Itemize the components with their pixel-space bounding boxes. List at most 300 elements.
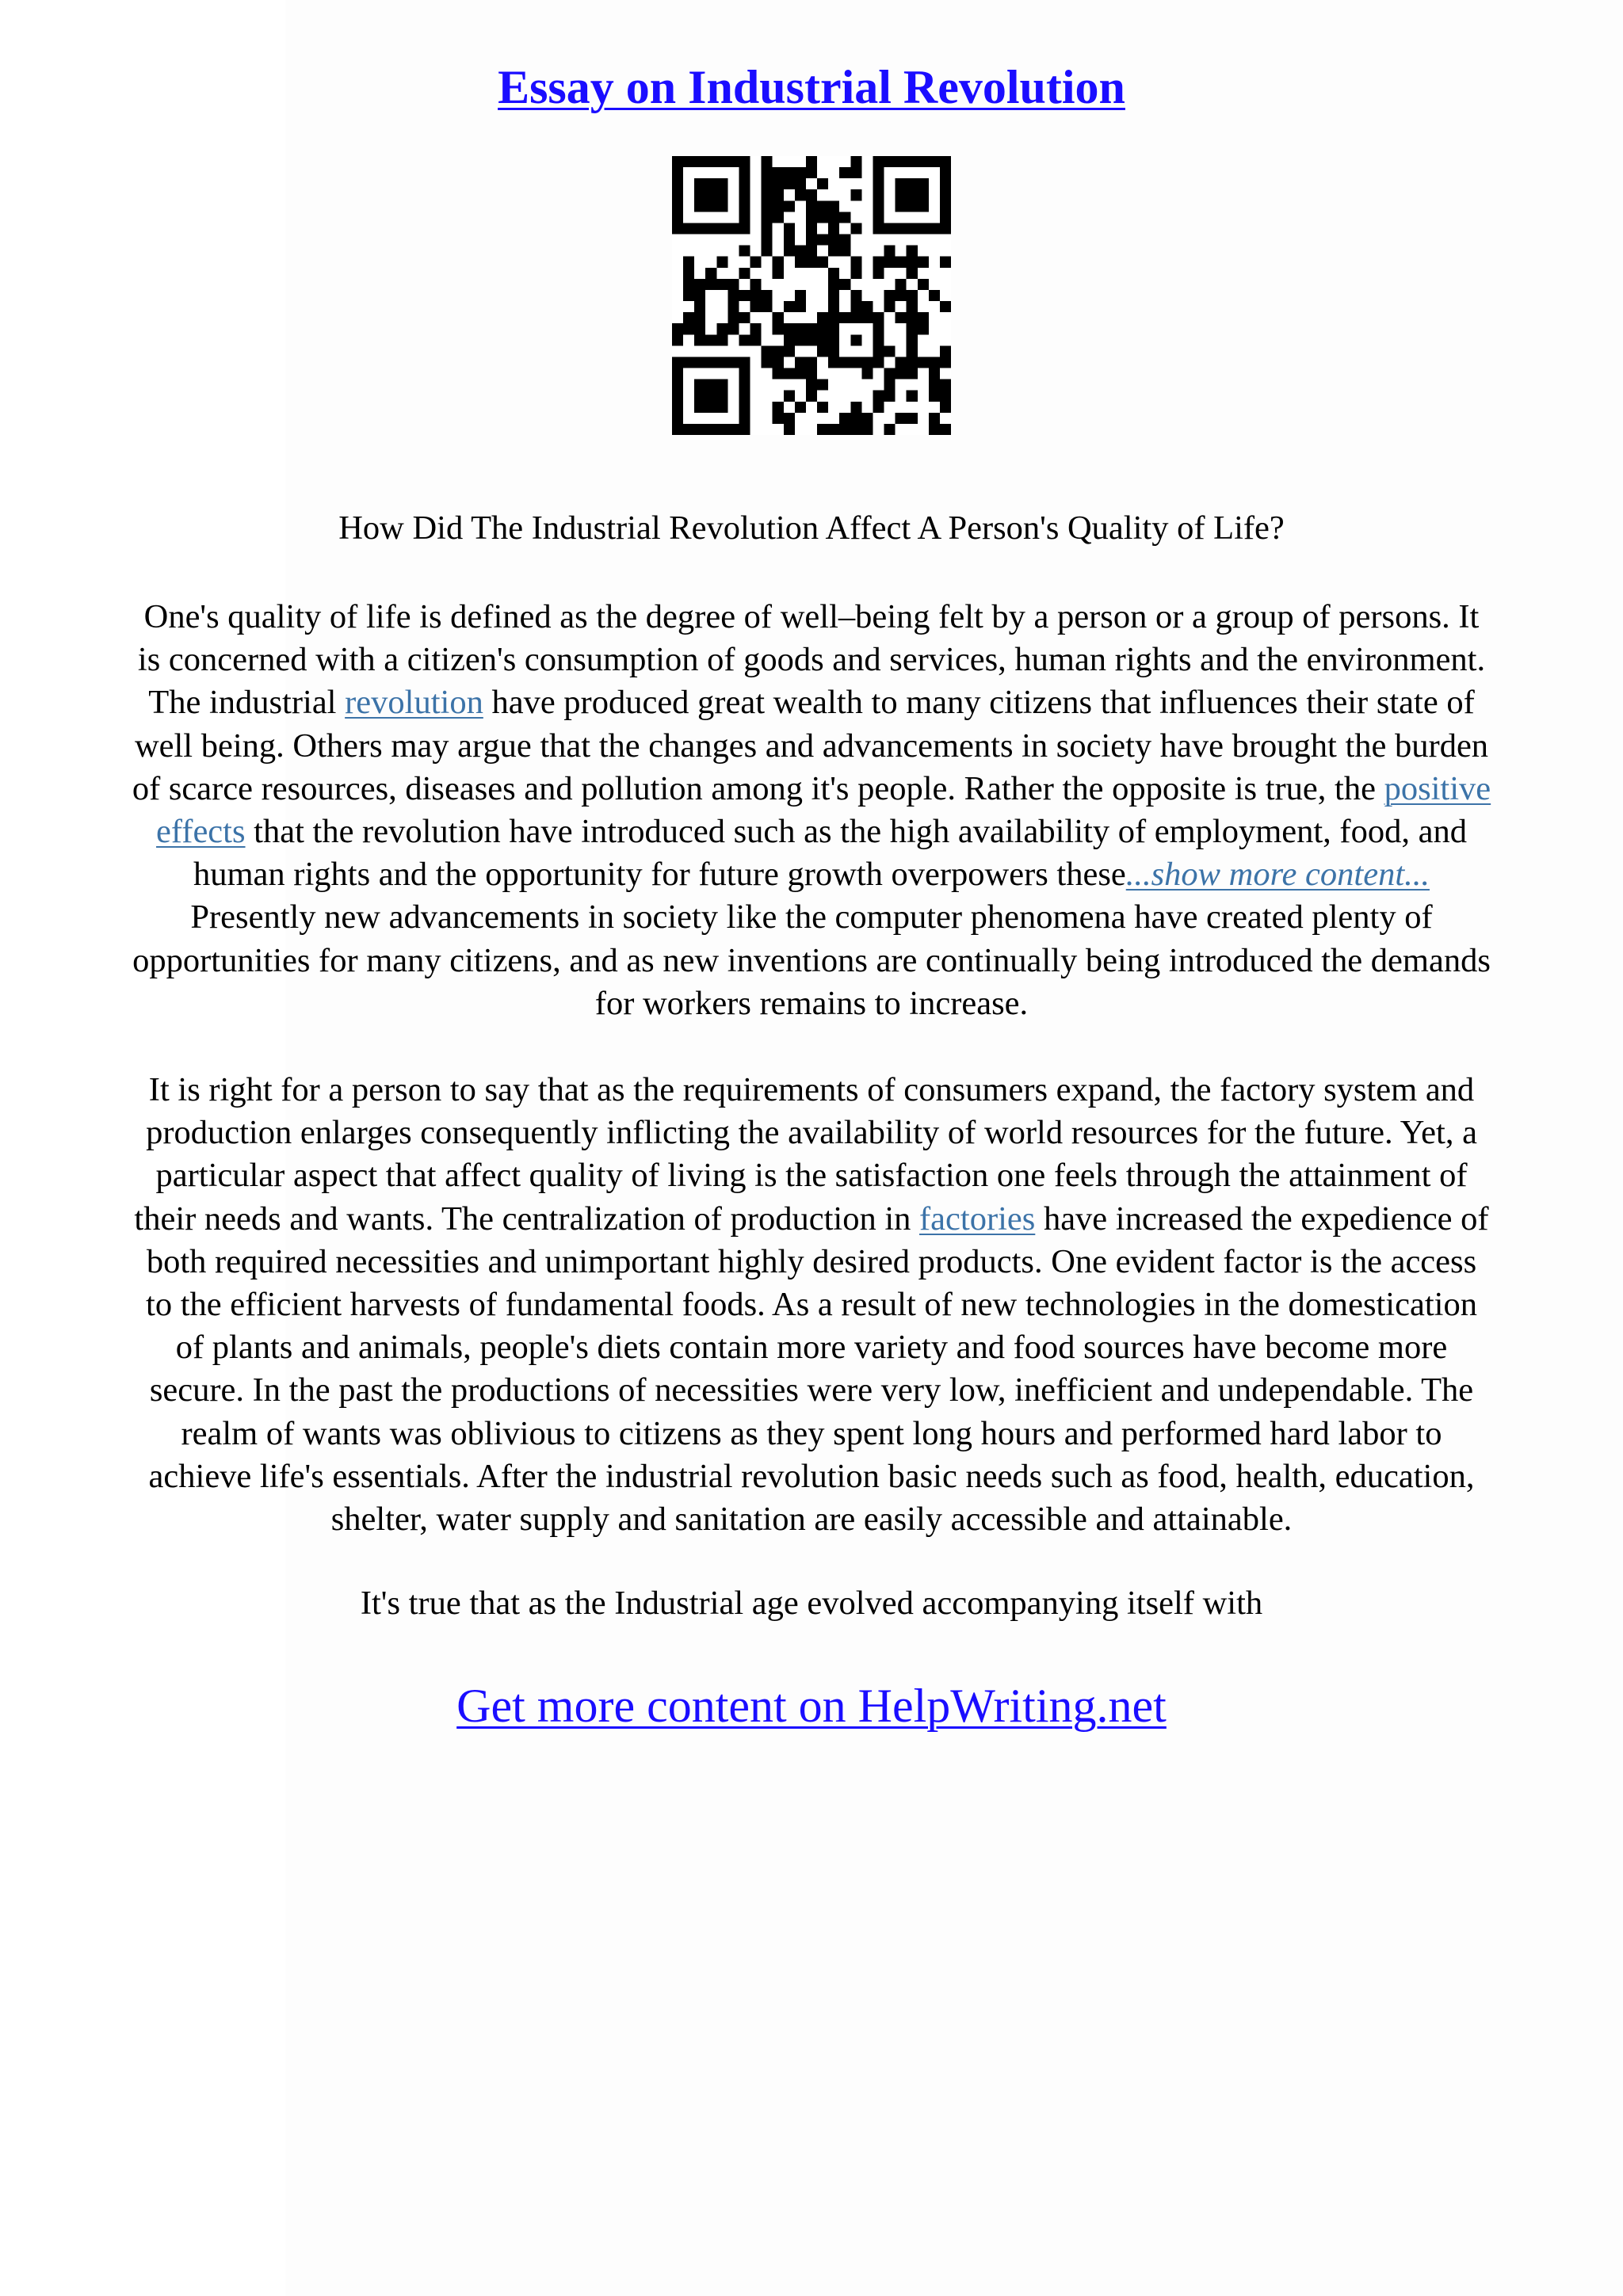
- qr-module: [828, 223, 839, 234]
- qr-module: [762, 200, 773, 212]
- qr-module: [773, 323, 784, 334]
- qr-module: [873, 178, 884, 189]
- qr-module: [940, 301, 951, 312]
- qr-module: [940, 178, 951, 189]
- qr-module: [884, 290, 896, 301]
- qr-module: [795, 357, 806, 368]
- qr-module: [694, 223, 705, 234]
- qr-module: [828, 301, 839, 312]
- qr-module: [694, 279, 705, 290]
- get-more-content-cta: [0, 1674, 1623, 1737]
- qr-module: [705, 379, 716, 391]
- qr-module: [727, 357, 739, 368]
- qr-module: [694, 357, 705, 368]
- qr-module: [716, 424, 727, 435]
- qr-module: [672, 424, 683, 435]
- qr-module: [839, 279, 850, 290]
- qr-module: [762, 223, 773, 234]
- qr-module: [940, 257, 951, 268]
- qr-module: [762, 212, 773, 223]
- qr-module: [929, 357, 940, 368]
- qr-module: [850, 301, 861, 312]
- qr-module: [795, 301, 806, 312]
- qr-module: [873, 312, 884, 323]
- qr-module: [683, 223, 694, 234]
- qr-module: [850, 290, 861, 301]
- qr-module: [773, 212, 784, 223]
- qr-module: [884, 223, 896, 234]
- qr-module: [873, 200, 884, 212]
- qr-module: [850, 413, 861, 424]
- qr-module: [705, 334, 716, 345]
- qr-module: [739, 212, 750, 223]
- qr-module: [773, 402, 784, 413]
- qr-module: [828, 246, 839, 257]
- qr-module: [750, 334, 762, 345]
- essay-question-heading: How Did The Industrial Revolution Affect A Person's Quality of Life?: [338, 509, 1285, 547]
- qr-module: [773, 357, 784, 368]
- qr-module: [739, 268, 750, 279]
- qr-module: [716, 279, 727, 290]
- qr-module: [896, 279, 907, 290]
- qr-module: [795, 167, 806, 178]
- qr-module: [716, 379, 727, 391]
- qr-module: [850, 312, 861, 323]
- qr-module: [739, 200, 750, 212]
- text-run: their needs and wants. The centralization of production in: [134, 1199, 919, 1238]
- qr-module: [795, 178, 806, 189]
- qr-module: [762, 178, 773, 189]
- qr-module: [806, 379, 817, 391]
- qr-module: [907, 334, 918, 345]
- qr-module: [795, 189, 806, 200]
- qr-module: [672, 178, 683, 189]
- paragraph-1-line: is concerned with a citizen's consumption of goods and services, human rights and the environment.: [137, 641, 1486, 679]
- qr-module: [705, 357, 716, 368]
- qr-module: [907, 357, 918, 368]
- paragraph-1-line: opportunities for many citizens, and as new inventions are continually being introduced the demands: [132, 941, 1491, 979]
- qr-module: [806, 368, 817, 379]
- qr-module: [739, 156, 750, 167]
- qr-module: [683, 279, 694, 290]
- qr-module: [705, 200, 716, 212]
- paragraph-2-line: [55, 1198, 1568, 1241]
- essay-title: [0, 55, 1623, 119]
- qr-module: [907, 189, 918, 200]
- qr-module: [828, 212, 839, 223]
- qr-module: [739, 391, 750, 402]
- qr-module: [750, 323, 762, 334]
- qr-module: [828, 200, 839, 212]
- paragraph-2-line: both required necessities and unimportant highly desired products. One evident factor is the access: [146, 1242, 1477, 1280]
- qr-module: [716, 178, 727, 189]
- qr-module: [806, 391, 817, 402]
- qr-module: [873, 345, 884, 357]
- qr-module: [873, 212, 884, 223]
- qr-module: [861, 424, 873, 435]
- qr-module: [784, 178, 795, 189]
- qr-module: [907, 257, 918, 268]
- qr-module: [739, 290, 750, 301]
- paragraph-2-line: realm of wants was oblivious to citizens as they spent long hours and performed hard labor to: [181, 1414, 1442, 1452]
- qr-module: [850, 156, 861, 167]
- paragraph-2-line: secure. In the past the productions of necessities were very low, inefficient and undependable. The: [149, 1371, 1474, 1409]
- qr-module: [907, 391, 918, 402]
- qr-module: [929, 413, 940, 424]
- qr-module: [672, 368, 683, 379]
- qr-module: [896, 357, 907, 368]
- qr-module: [705, 424, 716, 435]
- qr-module: [817, 178, 828, 189]
- qr-module: [694, 301, 705, 312]
- qr-module: [672, 167, 683, 178]
- qr-module: [918, 279, 929, 290]
- positive-effects-link[interactable]: positive: [1384, 769, 1491, 807]
- qr-module: [828, 334, 839, 345]
- get-more-content-link[interactable]: Get more content on HelpWriting.net: [456, 1680, 1167, 1732]
- paragraph-1-line: [55, 681, 1568, 724]
- qr-module: [884, 257, 896, 268]
- qr-module: [828, 290, 839, 301]
- qr-module: [940, 189, 951, 200]
- paragraph-1-line: [55, 853, 1568, 896]
- qr-module: [773, 189, 784, 200]
- qr-module: [762, 167, 773, 178]
- qr-module: [918, 223, 929, 234]
- qr-module: [817, 200, 828, 212]
- text-run: The industrial: [148, 684, 346, 722]
- qr-module: [705, 391, 716, 402]
- qr-module: [784, 200, 795, 212]
- qr-module: [762, 246, 773, 257]
- paragraph-1-line: Presently new advancements in society like the computer phenomena have created plenty of: [190, 898, 1433, 936]
- paragraph-2-line: particular aspect that affect quality of living is the satisfaction one feels through the attainment of: [155, 1157, 1468, 1195]
- qr-module: [828, 424, 839, 435]
- qr-module: [739, 368, 750, 379]
- qr-module: [896, 368, 907, 379]
- qr-module: [795, 334, 806, 345]
- qr-module: [907, 178, 918, 189]
- qr-module: [773, 312, 784, 323]
- qr-module: [839, 235, 850, 246]
- qr-module: [727, 424, 739, 435]
- qr-module: [861, 368, 873, 379]
- qr-module: [850, 334, 861, 345]
- qr-module: [940, 379, 951, 391]
- qr-module: [806, 334, 817, 345]
- qr-module: [896, 189, 907, 200]
- qr-module: [784, 368, 795, 379]
- qr-module: [817, 424, 828, 435]
- qr-module: [861, 312, 873, 323]
- text-run: that the revolution have introduced such as the high availability of employment, food, and: [245, 813, 1467, 851]
- qr-module: [716, 189, 727, 200]
- qr-module: [683, 156, 694, 167]
- qr-module: [694, 189, 705, 200]
- qr-module: [672, 357, 683, 368]
- qr-module: [817, 334, 828, 345]
- qr-module: [918, 200, 929, 212]
- qr-module: [716, 402, 727, 413]
- qr-module: [940, 391, 951, 402]
- qr-module: [884, 391, 896, 402]
- qr-module: [727, 312, 739, 323]
- qr-module: [940, 167, 951, 178]
- qr-module: [896, 312, 907, 323]
- qr-module: [828, 357, 839, 368]
- qr-module: [817, 379, 828, 391]
- qr-module: [918, 189, 929, 200]
- qr-module: [784, 424, 795, 435]
- qr-module: [873, 391, 884, 402]
- qr-module: [839, 167, 850, 178]
- qr-module: [839, 357, 850, 368]
- qr-module: [694, 200, 705, 212]
- qr-module: [762, 345, 773, 357]
- qr-module: [727, 323, 739, 334]
- qr-module: [784, 391, 795, 402]
- qr-module: [705, 189, 716, 200]
- qr-module: [672, 402, 683, 413]
- qr-module: [940, 402, 951, 413]
- paragraph-1-line: One's quality of life is defined as the degree of well–being felt by a person or a group of persons. It: [143, 598, 1480, 635]
- paragraph-3: [55, 1582, 1568, 1625]
- paragraph-2-line: shelter, water supply and sanitation are easily accessible and attainable.: [330, 1501, 1293, 1539]
- qr-module: [929, 424, 940, 435]
- qr-module: [817, 212, 828, 223]
- qr-module: [773, 257, 784, 268]
- qr-module: [784, 167, 795, 178]
- qr-module: [795, 257, 806, 268]
- qr-module: [795, 290, 806, 301]
- qr-module: [828, 345, 839, 357]
- qr-module: [817, 345, 828, 357]
- qr-module: [739, 189, 750, 200]
- qr-module: [672, 323, 683, 334]
- qr-module: [817, 402, 828, 413]
- qr-module: [940, 345, 951, 357]
- qr-module: [683, 257, 694, 268]
- qr-module: [683, 357, 694, 368]
- qr-module: [918, 323, 929, 334]
- qr-module: [750, 257, 762, 268]
- qr-module: [762, 189, 773, 200]
- qr-module: [727, 290, 739, 301]
- qr-module: [806, 357, 817, 368]
- text-run: have produced great wealth to many citizens that influences their state of: [483, 684, 1475, 722]
- qr-module: [940, 212, 951, 223]
- qr-module: [750, 290, 762, 301]
- qr-module: [929, 156, 940, 167]
- qr-module: [907, 200, 918, 212]
- qr-module: [873, 223, 884, 234]
- paragraph-1-line: well being. Others may argue that the changes and advancements in society have brought the burden: [134, 727, 1489, 765]
- qr-module: [806, 189, 817, 200]
- qr-module: [907, 246, 918, 257]
- qr-module: [750, 279, 762, 290]
- qr-module: [739, 424, 750, 435]
- qr-module: [817, 257, 828, 268]
- qr-module: [839, 424, 850, 435]
- qr-module: [784, 413, 795, 424]
- qr-module: [896, 257, 907, 268]
- qr-module: [806, 223, 817, 234]
- qr-module: [884, 345, 896, 357]
- text-run: of scarce resources, diseases and pollution among it's people. Rather the opposite is true, the: [132, 769, 1384, 807]
- essay-title-link[interactable]: Essay on Industrial Revolution: [498, 61, 1125, 113]
- qr-module: [918, 178, 929, 189]
- factories-link[interactable]: factories: [919, 1199, 1036, 1238]
- qr-module: [739, 413, 750, 424]
- paragraph-2: [55, 1069, 1568, 1541]
- qr-module: [884, 368, 896, 379]
- qr-module: [739, 379, 750, 391]
- qr-module: [683, 312, 694, 323]
- qr-module: [739, 178, 750, 189]
- qr-module: [773, 345, 784, 357]
- paragraph-1-line: [55, 768, 1568, 810]
- qr-module: [817, 312, 828, 323]
- qr-module: [918, 257, 929, 268]
- qr-module: [694, 379, 705, 391]
- qr-module: [828, 235, 839, 246]
- qr-module: [773, 178, 784, 189]
- qr-module: [940, 424, 951, 435]
- paragraph-2-line: of plants and animals, people's diets contain more variety and food sources have become more: [175, 1329, 1448, 1367]
- qr-module: [896, 178, 907, 189]
- qr-module: [716, 323, 727, 334]
- qr-module: [705, 178, 716, 189]
- qr-module: [784, 235, 795, 246]
- qr-module: [907, 156, 918, 167]
- qr-module: [727, 301, 739, 312]
- qr-module: [929, 223, 940, 234]
- revolution-link[interactable]: revolution: [345, 684, 483, 722]
- qr-module: [705, 268, 716, 279]
- qr-module: [839, 246, 850, 257]
- qr-module: [739, 334, 750, 345]
- qr-module: [873, 189, 884, 200]
- qr-module: [918, 357, 929, 368]
- qr-module: [884, 424, 896, 435]
- qr-module: [850, 167, 861, 178]
- qr-module: [739, 223, 750, 234]
- paragraph-1: [55, 596, 1568, 1025]
- qr-module: [672, 223, 683, 234]
- qr-module: [683, 290, 694, 301]
- paragraph-2-line: achieve life's essentials. After the industrial revolution basic needs such as food, health, education,: [148, 1457, 1475, 1495]
- qr-module: [918, 312, 929, 323]
- qr-module: [727, 156, 739, 167]
- qr-module: [672, 212, 683, 223]
- qr-module: [683, 424, 694, 435]
- qr-module: [907, 223, 918, 234]
- qr-module: [672, 391, 683, 402]
- qr-module: [716, 257, 727, 268]
- qr-module: [672, 334, 683, 345]
- qr-module: [773, 167, 784, 178]
- qr-module: [694, 290, 705, 301]
- qr-module: [716, 357, 727, 368]
- qr-module: [940, 357, 951, 368]
- qr-module: [750, 301, 762, 312]
- qr-module: [850, 257, 861, 268]
- qr-module: [828, 312, 839, 323]
- text-run: have increased the expedience of: [1035, 1199, 1489, 1238]
- qr-module: [762, 235, 773, 246]
- qr-module: [940, 200, 951, 212]
- qr-module: [873, 334, 884, 345]
- qr-module: [739, 167, 750, 178]
- qr-module: [873, 323, 884, 334]
- qr-module: [873, 357, 884, 368]
- qr-module: [850, 223, 861, 234]
- qr-module: [884, 301, 896, 312]
- qr-module: [828, 323, 839, 334]
- qr-module: [884, 156, 896, 167]
- qr-module: [907, 312, 918, 323]
- positive-effects-link-continued[interactable]: effects: [156, 813, 246, 851]
- qr-module: [828, 268, 839, 279]
- qr-module: [773, 268, 784, 279]
- qr-module: [784, 246, 795, 257]
- paragraph-1-line: for workers remains to increase.: [594, 984, 1029, 1022]
- qr-module: [773, 200, 784, 212]
- paragraph-2-line: It is right for a person to say that as the requirements of consumers expand, the factory system and: [148, 1071, 1475, 1108]
- qr-module: [716, 223, 727, 234]
- qr-module: [806, 212, 817, 223]
- qr-module: [850, 268, 861, 279]
- qr-module: [850, 424, 861, 435]
- qr-module: [839, 212, 850, 223]
- qr-module: [694, 312, 705, 323]
- qr-module: [896, 156, 907, 167]
- qr-module: [839, 312, 850, 323]
- qr-module: [762, 357, 773, 368]
- qr-module: [716, 156, 727, 167]
- qr-module: [784, 223, 795, 234]
- paragraph-2-line: production enlarges consequently inflicting the availability of world resources for the future. Yet, a: [146, 1114, 1477, 1152]
- paragraph-1-line: [55, 810, 1568, 853]
- qr-module: [907, 290, 918, 301]
- qr-module: [694, 424, 705, 435]
- qr-module: [907, 323, 918, 334]
- show-more-content-link[interactable]: ...show more content...: [1125, 856, 1430, 894]
- qr-module: [773, 368, 784, 379]
- qr-module: [806, 246, 817, 257]
- qr-module: [817, 235, 828, 246]
- qr-module: [727, 279, 739, 290]
- qr-module: [784, 301, 795, 312]
- qr-module: [716, 391, 727, 402]
- qr-module: [683, 268, 694, 279]
- qr-module: [873, 156, 884, 167]
- qr-module: [784, 334, 795, 345]
- qr-module: [884, 246, 896, 257]
- qr-module: [705, 223, 716, 234]
- qr-module: [694, 178, 705, 189]
- qr-module: [795, 246, 806, 257]
- qr-module: [739, 402, 750, 413]
- qr-module: [918, 156, 929, 167]
- qr-module: [817, 323, 828, 334]
- qr-module: [694, 334, 705, 345]
- qr-module: [839, 413, 850, 424]
- qr-module: [861, 413, 873, 424]
- qr-module: [694, 402, 705, 413]
- qr-module: [784, 323, 795, 334]
- qr-module: [850, 357, 861, 368]
